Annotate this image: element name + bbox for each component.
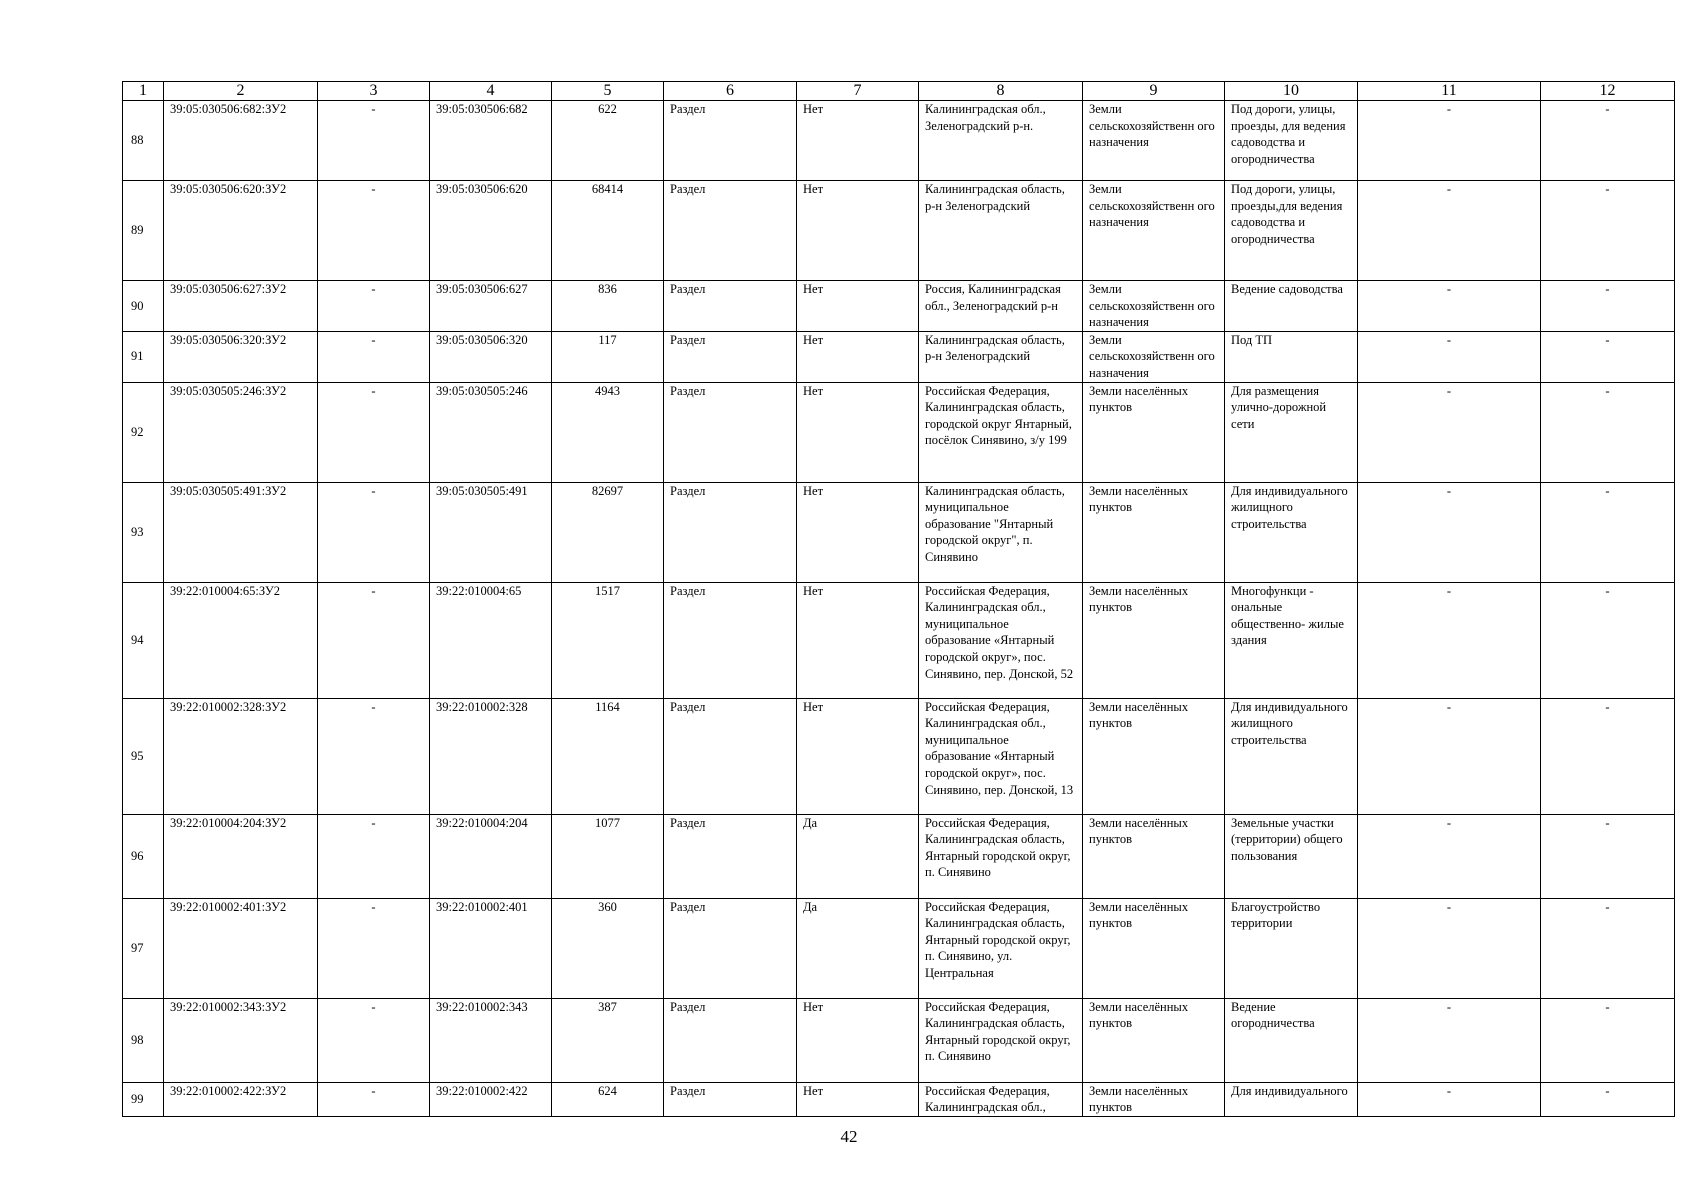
new-plot-id-cell: 39:22:010002:328:ЗУ2 <box>164 698 318 814</box>
column-header: 10 <box>1225 82 1358 101</box>
col11-cell: - <box>1358 582 1541 698</box>
column-header: 11 <box>1358 82 1541 101</box>
table-row <box>123 482 1675 582</box>
column-header: 8 <box>919 82 1083 101</box>
col12-cell: - <box>1541 181 1675 281</box>
row-number-cell: 89 <box>123 181 164 281</box>
area-cell: 117 <box>552 331 664 382</box>
new-plot-id-cell: 39:05:030505:246:ЗУ2 <box>164 382 318 482</box>
column-header: 2 <box>164 82 318 101</box>
col3-cell: - <box>318 331 430 382</box>
flag-cell: Нет <box>797 582 919 698</box>
col12-cell: - <box>1541 482 1675 582</box>
flag-cell: Нет <box>797 331 919 382</box>
area-cell: 4943 <box>552 382 664 482</box>
column-header: 1 <box>123 82 164 101</box>
col3-cell: - <box>318 181 430 281</box>
new-plot-id-cell: 39:22:010004:204:ЗУ2 <box>164 814 318 898</box>
area-cell: 82697 <box>552 482 664 582</box>
col12-cell: - <box>1541 814 1675 898</box>
land-category-cell: Земли сельскохозяйственн ого назначения <box>1083 101 1225 181</box>
permitted-use-cell: Ведение огородничества <box>1225 998 1358 1082</box>
method-cell: Раздел <box>664 582 797 698</box>
method-cell: Раздел <box>664 814 797 898</box>
permitted-use-cell: Под дороги, улицы, проезды, для ведения садоводства и огородничества <box>1225 101 1358 181</box>
new-plot-id-cell: 39:05:030506:320:ЗУ2 <box>164 331 318 382</box>
table-row <box>123 582 1675 698</box>
address-cell: Калининградская область, муниципальное образование "Янтарный городской округ", п. Синявино <box>919 482 1083 582</box>
permitted-use-cell: Для размещения улично-дорожной сети <box>1225 382 1358 482</box>
area-cell: 1077 <box>552 814 664 898</box>
new-plot-id-cell: 39:22:010002:422:ЗУ2 <box>164 1082 318 1116</box>
address-cell: Российская Федерация, Калининградская обл., муниципальное образование «Янтарный городской округ», пос. Синявино, пер. Донской, 52 <box>919 582 1083 698</box>
permitted-use-cell: Для индивидуального жилищного строительства <box>1225 698 1358 814</box>
flag-cell: Нет <box>797 281 919 332</box>
col12-cell: - <box>1541 1082 1675 1116</box>
col12-cell: - <box>1541 698 1675 814</box>
permitted-use-cell: Благоустройство территории <box>1225 898 1358 998</box>
source-cadastral-cell: 39:22:010002:328 <box>430 698 552 814</box>
column-header: 3 <box>318 82 430 101</box>
col11-cell: - <box>1358 814 1541 898</box>
col12-cell: - <box>1541 281 1675 332</box>
address-cell: Российская Федерация, Калининградская область, Янтарный городской округ, п. Синявино <box>919 998 1083 1082</box>
source-cadastral-cell: 39:22:010002:401 <box>430 898 552 998</box>
address-cell: Российская Федерация, Калининградская область, Янтарный городской округ, п. Синявино <box>919 814 1083 898</box>
land-category-cell: Земли населённых пунктов <box>1083 698 1225 814</box>
area-cell: 622 <box>552 101 664 181</box>
col3-cell: - <box>318 1082 430 1116</box>
area-cell: 387 <box>552 998 664 1082</box>
source-cadastral-cell: 39:05:030506:620 <box>430 181 552 281</box>
address-cell: Калининградская область, р-н Зеленоградский <box>919 331 1083 382</box>
col11-cell: - <box>1358 281 1541 332</box>
row-number-cell: 98 <box>123 998 164 1082</box>
col11-cell: - <box>1358 382 1541 482</box>
area-cell: 624 <box>552 1082 664 1116</box>
land-category-cell: Земли сельскохозяйственн ого назначения <box>1083 281 1225 332</box>
land-category-cell: Земли сельскохозяйственн ого назначения <box>1083 331 1225 382</box>
column-header: 7 <box>797 82 919 101</box>
col12-cell: - <box>1541 382 1675 482</box>
area-cell: 1517 <box>552 582 664 698</box>
land-category-cell: Земли населённых пунктов <box>1083 998 1225 1082</box>
method-cell: Раздел <box>664 898 797 998</box>
source-cadastral-cell: 39:22:010002:343 <box>430 998 552 1082</box>
col3-cell: - <box>318 382 430 482</box>
address-cell: Российская Федерация, Калининградская область, Янтарный городской округ, п. Синявино, ул. Центральная <box>919 898 1083 998</box>
flag-cell: Нет <box>797 482 919 582</box>
area-cell: 836 <box>552 281 664 332</box>
col11-cell: - <box>1358 698 1541 814</box>
permitted-use-cell: Для индивидуального жилищного строительства <box>1225 482 1358 582</box>
land-plots-table <box>122 81 1675 1117</box>
land-category-cell: Земли сельскохозяйственн ого назначения <box>1083 181 1225 281</box>
col12-cell: - <box>1541 998 1675 1082</box>
method-cell: Раздел <box>664 482 797 582</box>
row-number-cell: 94 <box>123 582 164 698</box>
col11-cell: - <box>1358 1082 1541 1116</box>
col12-cell: - <box>1541 898 1675 998</box>
method-cell: Раздел <box>664 1082 797 1116</box>
permitted-use-cell: Под ТП <box>1225 331 1358 382</box>
column-header: 5 <box>552 82 664 101</box>
row-number-cell: 93 <box>123 482 164 582</box>
col3-cell: - <box>318 101 430 181</box>
col3-cell: - <box>318 814 430 898</box>
col12-cell: - <box>1541 101 1675 181</box>
col11-cell: - <box>1358 898 1541 998</box>
area-cell: 1164 <box>552 698 664 814</box>
flag-cell: Нет <box>797 698 919 814</box>
table-row <box>123 814 1675 898</box>
col3-cell: - <box>318 998 430 1082</box>
column-header: 9 <box>1083 82 1225 101</box>
row-number-cell: 92 <box>123 382 164 482</box>
row-number-cell: 95 <box>123 698 164 814</box>
row-number-cell: 97 <box>123 898 164 998</box>
col11-cell: - <box>1358 101 1541 181</box>
method-cell: Раздел <box>664 181 797 281</box>
row-number-cell: 91 <box>123 331 164 382</box>
table-row <box>123 181 1675 281</box>
permitted-use-cell: Земельные участки (территории) общего пользования <box>1225 814 1358 898</box>
permitted-use-cell: Для индивидуального <box>1225 1082 1358 1116</box>
flag-cell: Нет <box>797 101 919 181</box>
flag-cell: Да <box>797 898 919 998</box>
source-cadastral-cell: 39:05:030505:491 <box>430 482 552 582</box>
table-row <box>123 331 1675 382</box>
col11-cell: - <box>1358 181 1541 281</box>
table-row <box>123 998 1675 1082</box>
source-cadastral-cell: 39:05:030506:682 <box>430 101 552 181</box>
source-cadastral-cell: 39:22:010004:65 <box>430 582 552 698</box>
address-cell: Калининградская область, р-н Зеленоградский <box>919 181 1083 281</box>
address-cell: Калининградская обл., Зеленоградский р-н. <box>919 101 1083 181</box>
source-cadastral-cell: 39:05:030506:627 <box>430 281 552 332</box>
new-plot-id-cell: 39:05:030506:620:ЗУ2 <box>164 181 318 281</box>
source-cadastral-cell: 39:05:030506:320 <box>430 331 552 382</box>
new-plot-id-cell: 39:22:010002:401:ЗУ2 <box>164 898 318 998</box>
method-cell: Раздел <box>664 998 797 1082</box>
flag-cell: Нет <box>797 181 919 281</box>
land-category-cell: Земли населённых пунктов <box>1083 1082 1225 1116</box>
col12-cell: - <box>1541 582 1675 698</box>
method-cell: Раздел <box>664 281 797 332</box>
land-category-cell: Земли населённых пунктов <box>1083 482 1225 582</box>
method-cell: Раздел <box>664 101 797 181</box>
new-plot-id-cell: 39:05:030506:627:ЗУ2 <box>164 281 318 332</box>
area-cell: 68414 <box>552 181 664 281</box>
col3-cell: - <box>318 281 430 332</box>
permitted-use-cell: Под дороги, улицы, проезды,для ведения садоводства и огородничества <box>1225 181 1358 281</box>
flag-cell: Нет <box>797 382 919 482</box>
new-plot-id-cell: 39:22:010004:65:ЗУ2 <box>164 582 318 698</box>
source-cadastral-cell: 39:22:010004:204 <box>430 814 552 898</box>
new-plot-id-cell: 39:22:010002:343:ЗУ2 <box>164 998 318 1082</box>
land-category-cell: Земли населённых пунктов <box>1083 898 1225 998</box>
col3-cell: - <box>318 582 430 698</box>
address-cell: Россия, Калининградская обл., Зеленоградский р-н <box>919 281 1083 332</box>
table-row <box>123 281 1675 332</box>
area-cell: 360 <box>552 898 664 998</box>
flag-cell: Да <box>797 814 919 898</box>
new-plot-id-cell: 39:05:030506:682:ЗУ2 <box>164 101 318 181</box>
col12-cell: - <box>1541 331 1675 382</box>
permitted-use-cell: Ведение садоводства <box>1225 281 1358 332</box>
source-cadastral-cell: 39:22:010002:422 <box>430 1082 552 1116</box>
col11-cell: - <box>1358 998 1541 1082</box>
flag-cell: Нет <box>797 1082 919 1116</box>
column-header: 12 <box>1541 82 1675 101</box>
method-cell: Раздел <box>664 698 797 814</box>
row-number-cell: 96 <box>123 814 164 898</box>
table-row <box>123 1082 1675 1116</box>
col3-cell: - <box>318 482 430 582</box>
table-row <box>123 698 1675 814</box>
table-row <box>123 382 1675 482</box>
address-cell: Российская Федерация, Калининградская обл., <box>919 1082 1083 1116</box>
column-header: 6 <box>664 82 797 101</box>
row-number-cell: 99 <box>123 1082 164 1116</box>
land-category-cell: Земли населённых пунктов <box>1083 382 1225 482</box>
source-cadastral-cell: 39:05:030505:246 <box>430 382 552 482</box>
address-cell: Российская Федерация, Калининградская обл., муниципальное образование «Янтарный городской округ», пос. Синявино, пер. Донской, 13 <box>919 698 1083 814</box>
table-header-row <box>123 82 1675 101</box>
col3-cell: - <box>318 898 430 998</box>
flag-cell: Нет <box>797 998 919 1082</box>
address-cell: Российская Федерация, Калининградская область, городской округ Янтарный, посёлок Синявино, з/у 199 <box>919 382 1083 482</box>
permitted-use-cell: Многофункци - ональные общественно- жилые здания <box>1225 582 1358 698</box>
row-number-cell: 90 <box>123 281 164 332</box>
method-cell: Раздел <box>664 331 797 382</box>
table-row <box>123 101 1675 181</box>
method-cell: Раздел <box>664 382 797 482</box>
table-row <box>123 898 1675 998</box>
col3-cell: - <box>318 698 430 814</box>
col11-cell: - <box>1358 482 1541 582</box>
row-number-cell: 88 <box>123 101 164 181</box>
column-header: 4 <box>430 82 552 101</box>
land-category-cell: Земли населённых пунктов <box>1083 814 1225 898</box>
page-number: 42 <box>840 1127 858 1146</box>
land-category-cell: Земли населённых пунктов <box>1083 582 1225 698</box>
col11-cell: - <box>1358 331 1541 382</box>
new-plot-id-cell: 39:05:030505:491:ЗУ2 <box>164 482 318 582</box>
